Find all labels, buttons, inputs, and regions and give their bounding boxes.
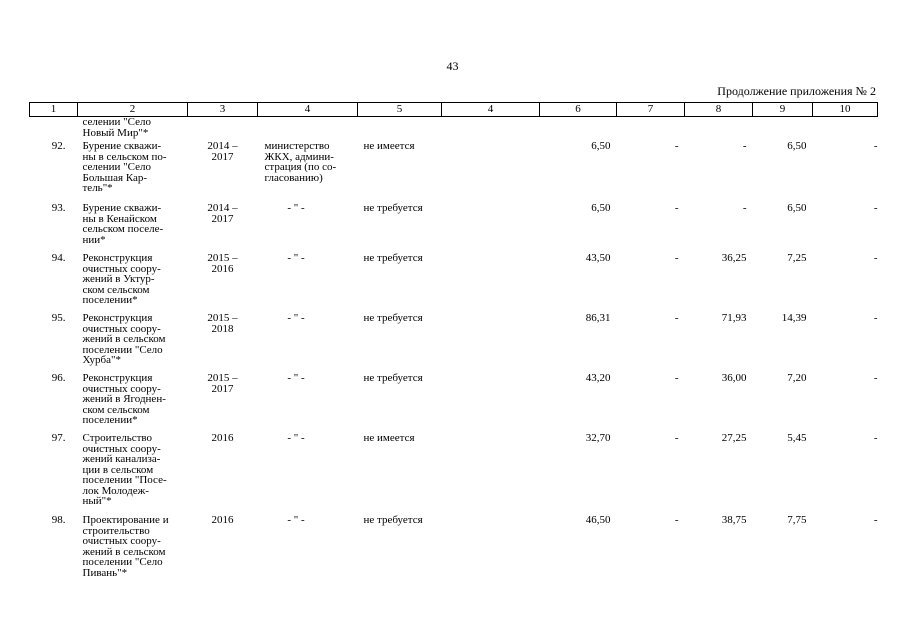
design-documentation-cell: не требуется bbox=[363, 252, 423, 264]
extra-budget-cell: - bbox=[873, 140, 878, 152]
column-header-3: 3 bbox=[188, 103, 258, 117]
federal-budget-cell: - bbox=[674, 432, 679, 444]
cell-line: - " - bbox=[287, 202, 305, 214]
cell-line: Бурение скважи- bbox=[82, 140, 162, 152]
total-amount-cell: 86,31 bbox=[585, 312, 611, 324]
cell-line: ции в сельском bbox=[82, 463, 154, 476]
period-cell bbox=[188, 433, 258, 515]
cell-line: Пивань"* bbox=[82, 566, 128, 579]
continuation-name-cell bbox=[78, 117, 188, 142]
cell-line: 2015 – bbox=[207, 252, 238, 264]
cell-line: лок Молодеж- bbox=[82, 484, 149, 497]
cell-line: Реконструкция bbox=[82, 252, 153, 264]
executor-cell bbox=[258, 313, 358, 373]
column-number-header-row bbox=[30, 103, 878, 117]
cell-line: поселении "Село bbox=[82, 556, 163, 568]
empty-cell bbox=[442, 433, 540, 515]
executor-cell bbox=[258, 253, 358, 313]
regional-budget-cell: 36,25 bbox=[721, 252, 747, 264]
cell-line: Хурба"* bbox=[82, 354, 121, 366]
cell-line: Проектирование и bbox=[82, 514, 169, 526]
cell-line: жений в сельском bbox=[82, 333, 166, 345]
column-header-11: 10 bbox=[813, 103, 878, 117]
empty-cell bbox=[442, 203, 540, 253]
row-number-cell: 98. bbox=[51, 514, 66, 526]
empty-cell bbox=[442, 515, 540, 585]
federal-budget-cell: - bbox=[674, 140, 679, 152]
column-header-4: 4 bbox=[258, 103, 358, 117]
column-header-5: 5 bbox=[358, 103, 442, 117]
design-documentation-cell: не требуется bbox=[363, 372, 423, 384]
cell-line: 2017 bbox=[211, 382, 234, 395]
measure-name-cell bbox=[78, 373, 188, 433]
local-budget-cell: 7,75 bbox=[787, 514, 807, 526]
empty-cell bbox=[442, 313, 540, 373]
total-amount-cell: 43,50 bbox=[585, 252, 611, 264]
cell-line: нии* bbox=[82, 233, 106, 246]
table-row bbox=[30, 141, 878, 203]
cell-line: строительство bbox=[82, 524, 150, 537]
measure-name-cell bbox=[78, 203, 188, 253]
cell-line: поселении "Посе- bbox=[82, 474, 167, 486]
cell-line: - " - bbox=[287, 432, 305, 444]
extra-budget-cell: - bbox=[873, 514, 878, 526]
cell-line: Реконструкция bbox=[82, 312, 153, 324]
regional-budget-cell: 71,93 bbox=[721, 312, 747, 324]
empty-cell bbox=[442, 253, 540, 313]
design-documentation-cell: не требуется bbox=[363, 312, 423, 324]
regional-budget-cell: 38,75 bbox=[721, 514, 747, 526]
table-row bbox=[30, 373, 878, 433]
period-cell bbox=[188, 253, 258, 313]
cell-line: - " - bbox=[287, 312, 305, 324]
cell-line: ском сельском bbox=[82, 283, 150, 296]
executor-cell bbox=[258, 203, 358, 253]
cell-line: очистных соору- bbox=[82, 442, 161, 455]
executor-cell bbox=[258, 141, 358, 203]
cell-line: поселении "Село bbox=[82, 343, 163, 356]
row-number-cell: 96. bbox=[51, 372, 66, 384]
cell-line: 2015 – bbox=[207, 312, 238, 324]
cell-line: ском сельском bbox=[82, 403, 150, 416]
extra-budget-cell: - bbox=[873, 252, 878, 264]
total-amount-cell: 32,70 bbox=[585, 432, 611, 444]
period-cell bbox=[188, 515, 258, 585]
period-cell bbox=[188, 373, 258, 433]
cell-line: 2016 bbox=[211, 262, 234, 275]
measure-name-cell bbox=[78, 253, 188, 313]
name-line: Новый Мир"* bbox=[82, 126, 149, 139]
measure-name-cell bbox=[78, 313, 188, 373]
extra-budget-cell: - bbox=[873, 202, 878, 214]
cell-line: очистных соору- bbox=[82, 262, 161, 275]
period-cell bbox=[188, 313, 258, 373]
cell-line: ный"* bbox=[82, 495, 112, 507]
name-line: селении "Село bbox=[82, 116, 152, 128]
extra-budget-cell: - bbox=[873, 432, 878, 444]
cell-line: 2016 bbox=[211, 432, 234, 444]
empty-cell bbox=[442, 141, 540, 203]
total-amount-cell: 6,50 bbox=[591, 202, 611, 214]
local-budget-cell: 7,25 bbox=[787, 252, 807, 264]
local-budget-cell: 7,20 bbox=[787, 372, 807, 384]
table-row bbox=[30, 253, 878, 313]
cell-line: жений в Уктур- bbox=[82, 273, 155, 285]
cell-line: гласованию) bbox=[264, 171, 323, 184]
cell-line: Большая Кар- bbox=[82, 171, 148, 184]
executor-cell bbox=[258, 373, 358, 433]
column-header-2: 2 bbox=[78, 103, 188, 117]
federal-budget-cell: - bbox=[674, 372, 679, 384]
regional-budget-cell: 36,00 bbox=[721, 372, 747, 384]
executor-cell bbox=[258, 515, 358, 585]
regional-budget-cell: - bbox=[742, 140, 747, 152]
cell-line: сельском поселе- bbox=[82, 223, 164, 235]
cell-line: Реконструкция bbox=[82, 372, 153, 384]
page-number: 43 bbox=[446, 59, 459, 73]
local-budget-cell: 14,39 bbox=[781, 312, 807, 324]
design-documentation-cell: не требуется bbox=[363, 514, 423, 526]
local-budget-cell: 6,50 bbox=[787, 140, 807, 152]
cell-line: жений канализа- bbox=[82, 453, 161, 465]
row-number-cell: 93. bbox=[51, 202, 66, 214]
cell-line: 2014 – bbox=[207, 140, 238, 152]
table-row bbox=[30, 515, 878, 585]
cell-line: ны в сельском по- bbox=[82, 150, 167, 163]
table-row bbox=[30, 433, 878, 515]
period-cell bbox=[188, 203, 258, 253]
total-amount-cell: 43,20 bbox=[585, 372, 611, 384]
cell-line: ны в Кенайском bbox=[82, 212, 157, 225]
measure-name-cell bbox=[78, 141, 188, 203]
regional-budget-cell: - bbox=[742, 202, 747, 214]
local-budget-cell: 6,50 bbox=[787, 202, 807, 214]
column-header-9: 8 bbox=[685, 103, 753, 117]
design-documentation-cell: не имеется bbox=[363, 140, 415, 152]
empty-cell bbox=[442, 373, 540, 433]
cell-line: поселении* bbox=[82, 294, 138, 306]
cell-line: - " - bbox=[287, 252, 305, 264]
cell-line: Бурение скважи- bbox=[82, 202, 162, 214]
cell-line: - " - bbox=[287, 372, 305, 384]
period-cell bbox=[188, 141, 258, 203]
federal-budget-cell: - bbox=[674, 312, 679, 324]
measure-name-cell bbox=[78, 515, 188, 585]
cell-line: министерство bbox=[264, 140, 330, 152]
cell-line: 2014 – bbox=[207, 202, 238, 214]
column-header-8: 7 bbox=[617, 103, 685, 117]
cell-line: страция (по со- bbox=[264, 161, 337, 173]
cell-line: жений в Ягоднен- bbox=[82, 393, 166, 405]
column-header-1: 1 bbox=[30, 103, 78, 117]
continuation-row bbox=[30, 117, 878, 142]
row-number-cell: 97. bbox=[51, 432, 66, 444]
design-documentation-cell: не требуется bbox=[363, 202, 423, 214]
total-amount-cell: 46,50 bbox=[585, 514, 611, 526]
table-row bbox=[30, 313, 878, 373]
cell-line: Строительство bbox=[82, 432, 153, 444]
row-number-cell: 94. bbox=[51, 252, 66, 264]
local-budget-cell: 5,45 bbox=[787, 432, 807, 444]
measure-name-cell bbox=[78, 433, 188, 515]
cell-line: 2017 bbox=[211, 212, 234, 225]
column-header-10: 9 bbox=[753, 103, 813, 117]
extra-budget-cell: - bbox=[873, 312, 878, 324]
federal-budget-cell: - bbox=[674, 514, 679, 526]
row-number-cell: 95. bbox=[51, 312, 66, 324]
appendix-continuation-note: Продолжение приложения № 2 bbox=[717, 84, 876, 98]
design-documentation-cell: не имеется bbox=[363, 432, 415, 444]
federal-budget-cell: - bbox=[674, 202, 679, 214]
cell-line: поселении* bbox=[82, 414, 138, 426]
executor-cell bbox=[258, 433, 358, 515]
cell-line: тель"* bbox=[82, 182, 113, 194]
cell-line: ЖКХ, админи- bbox=[264, 150, 334, 163]
extra-budget-cell: - bbox=[873, 372, 878, 384]
cell-line: 2015 – bbox=[207, 372, 238, 384]
cell-line: жений в сельском bbox=[82, 545, 166, 558]
row-number-cell: 92. bbox=[51, 140, 66, 152]
cell-line: очистных соору- bbox=[82, 535, 161, 547]
total-amount-cell: 6,50 bbox=[591, 140, 611, 152]
column-header-7: 6 bbox=[540, 103, 617, 117]
regional-budget-cell: 27,25 bbox=[721, 432, 747, 444]
table-row bbox=[30, 203, 878, 253]
cell-line: селении "Село bbox=[82, 161, 152, 173]
column-header-6: 4 bbox=[442, 103, 540, 117]
cell-line: 2016 bbox=[211, 514, 234, 526]
cell-line: 2018 bbox=[211, 322, 234, 335]
cell-line: очистных соору- bbox=[82, 382, 161, 395]
cell-line: 2017 bbox=[211, 150, 234, 163]
program-measures-table bbox=[29, 102, 878, 585]
cell-line: - " - bbox=[287, 514, 305, 526]
cell-line: очистных соору- bbox=[82, 322, 161, 335]
federal-budget-cell: - bbox=[674, 252, 679, 264]
